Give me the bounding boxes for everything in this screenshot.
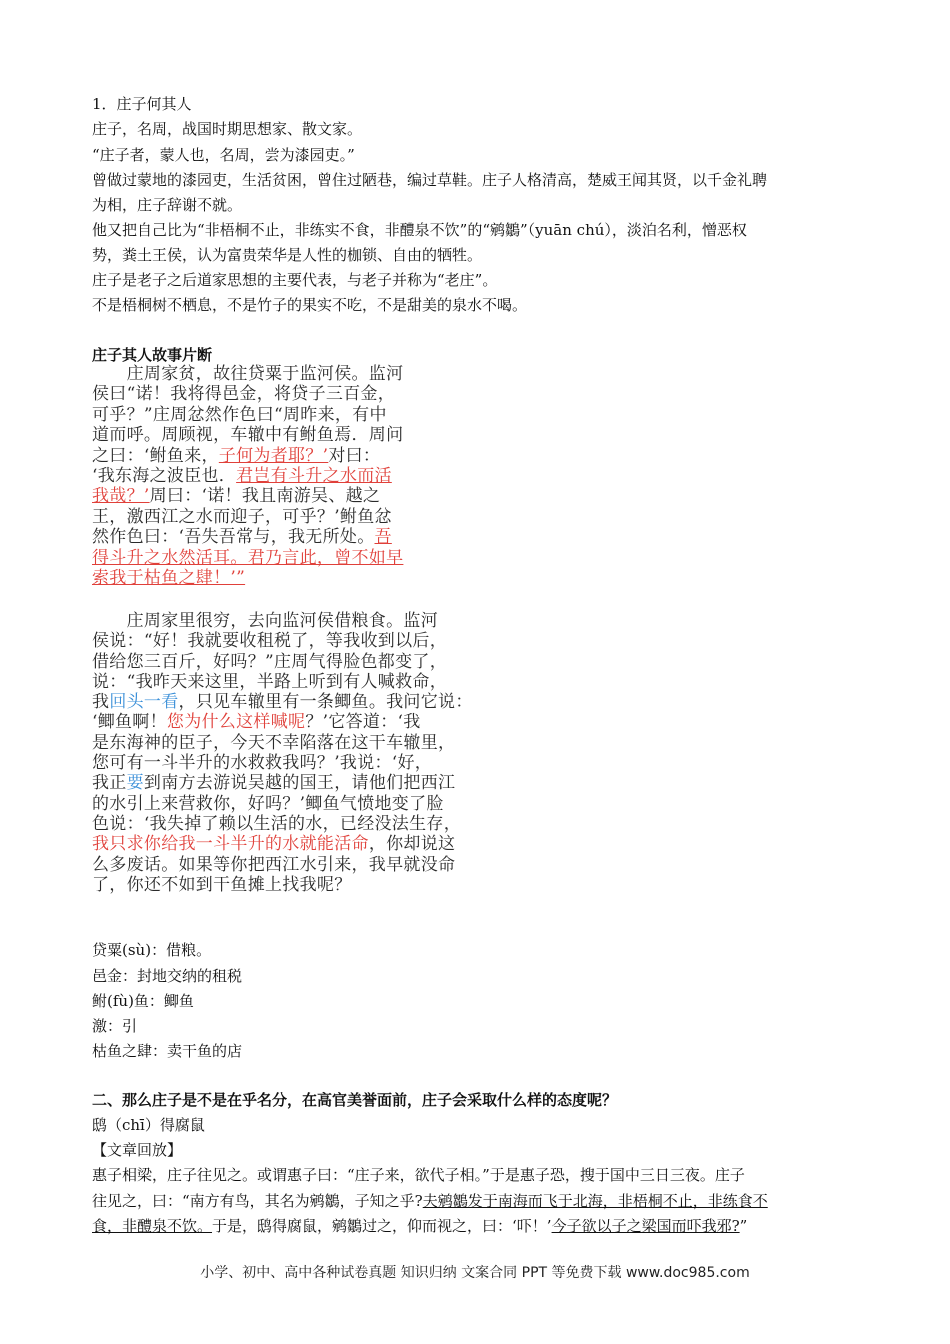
translation-line: 是东海神的臣子，今天不幸陷落在这干车辙里， xyxy=(92,732,456,753)
glossary-item: 邑金：封地交纳的租税 xyxy=(92,967,243,985)
glossary-item: 枯鱼之肆：卖干鱼的店 xyxy=(92,1042,243,1060)
story-title: 庄子其人故事片断 xyxy=(92,346,213,364)
intro-line: 曾做过蒙地的漆园吏，生活贫困，曾住过陋巷，编过草鞋。庄子人格清高，楚威王闻其贤，以千金礼聘 xyxy=(92,171,768,189)
translation-line: 了，你还不如到干鱼摊上找我呢？ xyxy=(92,874,352,895)
highlight: 回头一看 xyxy=(109,692,179,713)
passage-line: 惠子相梁，庄子往见之。或谓惠子曰：“庄子来，欲代子相。”于是惠子恐，搜于国中三日三夜。庄子 xyxy=(92,1166,745,1184)
highlight: 要 xyxy=(126,773,144,794)
intro-heading: 1．庄子何其人 xyxy=(92,95,192,113)
footer-banner: 小学、初中、高中各种试卷真题 知识归纳 文案合同 PPT 等免费下载 www.doc985.com xyxy=(200,1265,750,1281)
translation-line: 侯说：“好！我就要收租税了，等我收到以后， xyxy=(92,631,447,652)
translation-line: 么多废话。如果等你把西江水引来，我早就没命 xyxy=(92,854,456,875)
intro-line: 他又把自己比为“非梧桐不止，非练实不食，非醴泉不饮”的“鹓鶵”（yuān chú），淡泊名利，憎恶权 xyxy=(92,221,747,239)
classical-line: 之曰：‘鲋鱼来，子何为者耶？’对曰： xyxy=(92,445,381,466)
intro-line: “庄子者，蒙人也，名周，尝为漆园吏。” xyxy=(92,146,355,164)
translation-line: 借给您三百斤，好吗？”庄周气得脸色都变了， xyxy=(92,651,447,672)
highlight: 子何为者耶？’ xyxy=(218,445,329,466)
highlight: 我哉？’ xyxy=(92,486,150,507)
review-label: 【文章回放】 xyxy=(92,1141,183,1159)
classical-line: 可乎？”庄周忿然作色曰“周昨来，有中 xyxy=(92,404,387,425)
classical-line: 道而呼。周顾视，车辙中有鲋鱼焉．周问 xyxy=(92,425,404,446)
classical-line: 侯曰“诺！我将得邑金，将贷子三百金， xyxy=(92,384,396,405)
section2-title: 鸱（chī）得腐鼠 xyxy=(92,1116,205,1134)
section2-heading: 二、那么庄子是不是在乎名分，在高官美誉面前，庄子会采取什么样的态度呢？ xyxy=(92,1091,618,1109)
classical-line: 索我于枯鱼之肆！’” xyxy=(92,567,246,588)
translation-line: 色说：‘我失掉了赖以生活的水，已经没法生存， xyxy=(92,813,462,834)
highlight: 君岂有斗升之水而活 xyxy=(236,465,392,486)
intro-line: 不是梧桐树不栖息，不是竹子的果实不吃，不是甜美的泉水不喝。 xyxy=(92,296,528,314)
highlight: 吾 xyxy=(374,527,392,548)
passage-line: 食，非醴泉不饮。于是，鸱得腐鼠，鹓鶵过之，仰而视之，曰：‘吓！’今子欲以子之梁国而吓我邪?” xyxy=(92,1217,748,1235)
glossary-item: 激：引 xyxy=(92,1017,138,1035)
translation-line: ‘鲫鱼啊！您为什么这样喊呢？’它答道：‘我 xyxy=(92,712,421,733)
translation-line: 说：“我昨天来这里，半路上听到有人喊救命， xyxy=(92,671,447,692)
highlight: 我只求你给我一斗半升的水就能活命 xyxy=(92,834,369,855)
classical-line: 王，激西江之水而迎子，可乎？’鲋鱼忿 xyxy=(92,506,392,527)
underlined-text: 今子欲以子之梁国而吓我邪? xyxy=(551,1217,740,1235)
classical-line: 我哉？’周曰：‘诺！我且南游吴、越之 xyxy=(92,486,381,507)
classical-line: 得斗升之水然活耳。君乃言此，曾不如早 xyxy=(92,547,404,568)
underlined-text: 食，非醴泉不饮。 xyxy=(92,1217,213,1235)
translation-text-image xyxy=(92,611,473,895)
underlined-text: 夫鹓鶵发于南海而飞于北海，非梧桐不止，非练食不 xyxy=(422,1192,768,1210)
glossary-item: 鲋(fù)鱼：鲫鱼 xyxy=(92,992,194,1010)
passage-line: 往见之，曰：“南方有鸟，其名为鹓鶵，子知之乎?夫鹓鶵发于南海而飞于北海，非梧桐不止，非练食不 xyxy=(92,1192,768,1210)
intro-line: 庄子，名周，战国时期思想家、散文家。 xyxy=(92,120,363,138)
translation-line: 我回头一看，只见车辙里有一条鲫鱼。我问它说： xyxy=(92,692,473,713)
translation-line: 的水引上来营救你，好吗？’鲫鱼气愤地变了脸 xyxy=(92,793,444,814)
intro-line: 庄子是老子之后道家思想的主要代表，与老子并称为“老庄”。 xyxy=(92,271,498,289)
intro-line: 为相，庄子辞谢不就。 xyxy=(92,196,243,214)
translation-line: 您可有一斗半升的水救救我吗？’我说：‘好， xyxy=(92,753,433,774)
glossary-item: 贷粟(sù)：借粮。 xyxy=(92,941,212,959)
classical-text-image xyxy=(92,364,403,588)
classical-line: 庄周家贫，故往贷粟于监河侯。监河 xyxy=(92,364,404,384)
intro-line: 势，粪土王侯，认为富贵荣华是人性的枷锁、自由的牺牲。 xyxy=(92,246,483,264)
highlight: 您为什么这样喊呢 xyxy=(166,712,306,733)
translation-line: 庄周家里很穷，去向监河侯借粮食。监河 xyxy=(92,611,438,631)
translation-line: 我只求你给我一斗半升的水就能活命，你却说这 xyxy=(92,834,456,855)
classical-line: 然作色曰：‘吾失吾常与，我无所处。吾 xyxy=(92,527,392,548)
classical-line: ‘我东海之波臣也．君岂有斗升之水而活 xyxy=(92,465,392,486)
translation-line: 我正要到南方去游说吴越的国王，请他们把西江 xyxy=(92,773,456,794)
